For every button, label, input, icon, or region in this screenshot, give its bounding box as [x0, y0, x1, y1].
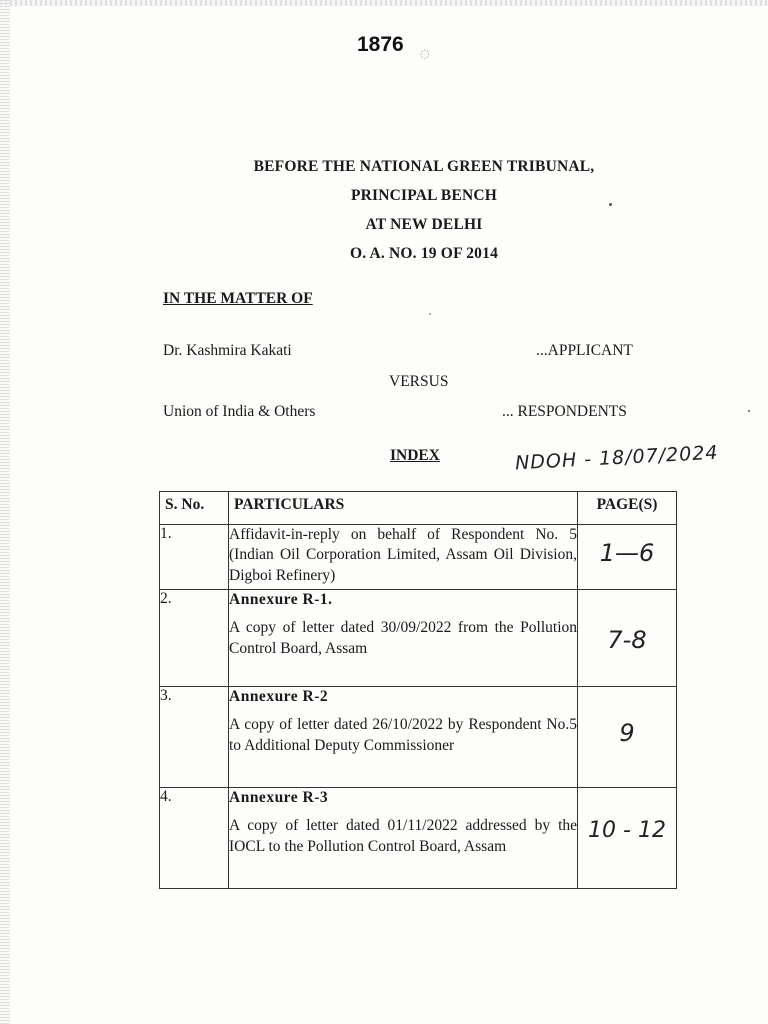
handwritten-pages: 10 - 12	[588, 818, 666, 843]
versus-label: VERSUS	[389, 373, 449, 390]
row-sno: 1.	[160, 525, 229, 590]
row-pages	[578, 590, 677, 687]
index-table	[159, 491, 677, 889]
row-particulars	[229, 590, 578, 687]
row-pages	[578, 687, 677, 788]
handwritten-pages: 1—6	[599, 539, 655, 567]
row-description: A copy of letter dated 26/10/2022 by Respondent No.5 to Additional Deputy Commissioner	[229, 716, 577, 754]
table-header-row	[160, 492, 677, 525]
annexure-title: Annexure R-1.	[229, 591, 333, 608]
table-row	[160, 525, 677, 590]
row-particulars	[229, 525, 578, 590]
row-pages	[578, 525, 677, 590]
scan-speck	[609, 203, 612, 206]
handwritten-pages: 9	[619, 719, 635, 747]
row-particulars	[229, 687, 578, 788]
header-sno: S. No.	[160, 492, 229, 525]
scan-speck	[748, 410, 750, 412]
header-particulars: PARTICULARS	[229, 492, 578, 525]
row-sno: 2.	[160, 590, 229, 687]
heading-tribunal: BEFORE THE NATIONAL GREEN TRIBUNAL,	[253, 158, 595, 175]
annexure-title: Annexure R-2	[229, 688, 329, 705]
annexure-title: Annexure R-3	[229, 789, 329, 806]
table-row	[160, 687, 677, 788]
heading-case-number: O. A. NO. 19 OF 2014	[349, 245, 499, 262]
page-number: 1876	[357, 33, 404, 56]
handwritten-pages: 7-8	[607, 626, 647, 654]
respondent-role: ... RESPONDENTS	[502, 403, 627, 420]
scan-edge-left	[0, 0, 10, 1024]
heading-bench: PRINCIPAL BENCH	[350, 187, 498, 204]
applicant-role: ...APPLICANT	[536, 342, 633, 359]
row-particulars	[229, 788, 578, 889]
index-title: INDEX	[390, 447, 440, 464]
scan-speck	[429, 313, 431, 315]
heading-location: AT NEW DELHI	[365, 216, 483, 233]
applicant-name: Dr. Kashmira Kakati	[163, 342, 292, 359]
row-description: Affidavit-in-reply on behalf of Respondent No. 5 (Indian Oil Corporation Limited, Assam Oil Division, Digboi Refinery)	[229, 526, 577, 584]
respondent-name: Union of India & Others	[163, 403, 316, 420]
scan-mark-icon: ◌	[420, 47, 430, 60]
in-the-matter-of: IN THE MATTER OF	[163, 290, 313, 307]
header-pages: PAGE(S)	[578, 492, 677, 525]
row-pages	[578, 788, 677, 889]
row-description: A copy of letter dated 01/11/2022 addressed by the IOCL to the Pollution Control Board, Assam	[229, 817, 577, 855]
row-sno: 3.	[160, 687, 229, 788]
scan-edge-top	[0, 0, 768, 6]
table-row	[160, 788, 677, 889]
handwritten-hearing-date: NDOH - 18/07/2024	[514, 441, 719, 475]
row-sno: 4.	[160, 788, 229, 889]
table-row	[160, 590, 677, 687]
row-description: A copy of letter dated 30/09/2022 from the Pollution Control Board, Assam	[229, 619, 577, 657]
